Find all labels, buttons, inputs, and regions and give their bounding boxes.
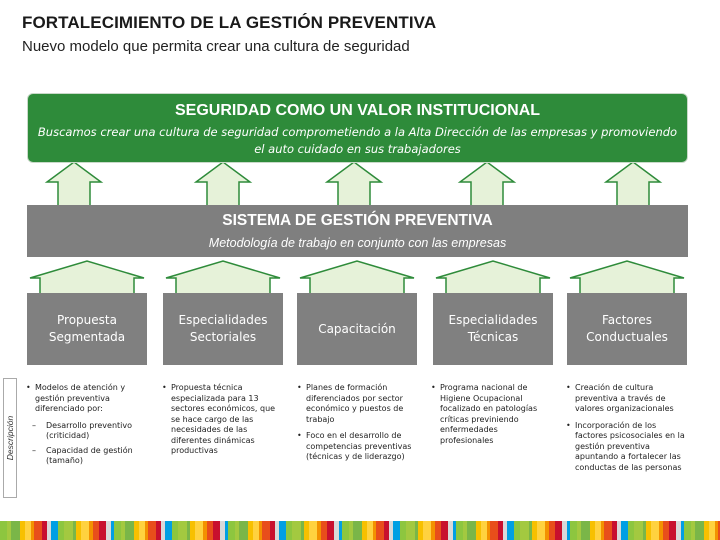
strip-segment [555,521,562,540]
strip-segment [327,521,334,540]
strip-segment [567,521,570,540]
strip-segment [669,521,676,540]
strip-segment [286,521,292,540]
strip-segment [225,521,228,540]
strip-segment [190,521,195,540]
strip-segment [145,521,148,540]
strip-segment [537,521,545,540]
strip-segment [165,521,172,540]
strip-segment [334,521,339,540]
strip-segment [275,521,279,540]
strip-segment [520,521,529,540]
arrow-up-5 [606,162,660,206]
strip-segment [58,521,64,540]
strip-segment [253,521,259,540]
strip-segment [549,521,555,540]
page-title: FORTALECIMIENTO DE LA GESTIÓN PREVENTIVA [22,13,437,32]
strip-segment [134,521,139,540]
list-item: • Foco en el desarrollo de competencias preventivas (técnicas y de liderazgo) [297,431,417,463]
strip-segment [114,521,121,540]
upward-arrows [0,160,720,208]
strip-segment [321,521,327,540]
strip-segment [400,521,406,540]
strip-segment [663,521,669,540]
strip-segment [389,521,393,540]
strip-segment [715,521,718,540]
strip-segment [262,521,270,540]
strip-segment [203,521,207,540]
strip-segment [562,521,567,540]
strip-segment [545,521,549,540]
description-side-label-text: Descripción [5,415,15,461]
column-header-label: Especialidades Sectoriales [178,313,268,344]
strip-segment [207,521,213,540]
arrow-up-2 [196,162,250,206]
strip-segment [25,521,31,540]
strip-segment [47,521,51,540]
strip-segment [695,521,704,540]
strip-segment [7,521,11,540]
strip-segment [213,521,220,540]
column-header-label: Capacitación [318,321,396,336]
strip-segment [34,521,42,540]
strip-segment [590,521,595,540]
strip-segment [415,521,418,540]
strip-segment [353,521,362,540]
strip-segment [125,521,134,540]
arrow-up-1 [47,162,101,206]
column-header-segmentada [27,293,147,365]
strip-segment [178,521,187,540]
column-body-segmentada [26,383,146,470]
strip-segment [51,521,58,540]
strip-segment [456,521,463,540]
decorative-color-strip [0,521,720,540]
strip-segment [406,521,415,540]
list-item: – Capacidad de gestión (tamaño) [32,446,146,467]
strip-segment [64,521,73,540]
strip-segment [106,521,111,540]
strip-segment [81,521,89,540]
strip-segment [259,521,262,540]
strip-segment [376,521,384,540]
column-header-label: Factores Conductuales [586,313,668,344]
management-system-description: Metodología de trabajo en conjunto con las empresas [208,236,507,250]
strip-segment [448,521,453,540]
strip-segment [570,521,577,540]
strip-segment [148,521,156,540]
strip-segment [139,521,145,540]
column-header-label: Propuesta Segmentada [48,313,126,344]
strip-segment [612,521,617,540]
strip-segment [621,521,628,540]
strip-segment [498,521,503,540]
strip-segment [279,521,286,540]
strip-segment [309,521,317,540]
strip-segment [304,521,309,540]
strip-segment [431,521,435,540]
strip-segment [577,521,581,540]
column-header-label: Especialidades Técnicas [448,313,538,344]
list-item: – Desarrollo preventivo (criticidad) [32,421,146,442]
strip-segment [89,521,93,540]
strip-segment [463,521,467,540]
strip-segment [532,521,537,540]
column-header-sectoriales [163,293,283,365]
strip-segment [490,521,498,540]
description-side-label [3,378,17,498]
strip-segment [628,521,634,540]
strip-segment [659,521,663,540]
strip-segment [617,521,621,540]
institutional-value-box [27,93,688,163]
strip-segment [423,521,431,540]
strip-segment [248,521,253,540]
arrow-up-3 [327,162,381,206]
strip-segment [292,521,301,540]
strip-segment [93,521,99,540]
strip-segment [514,521,520,540]
column-header-capacitacion [297,293,417,365]
column-body-sectoriales [162,383,282,463]
strip-segment [317,521,321,540]
strip-segment [503,521,507,540]
page-subtitle: Nuevo modelo que permita crear una cultura de seguridad [22,38,410,55]
strip-segment [111,521,114,540]
list-item: • Modelos de atención y gestión preventiva diferenciado por: [26,383,146,415]
strip-segment [20,521,25,540]
strip-segment [99,521,106,540]
strip-segment [342,521,349,540]
strip-segment [418,521,423,540]
strip-segment [595,521,601,540]
list-item: • Incorporación de los factores psicosociales en la gestión preventiva apuntando a fortalecer las conductas de las personas [566,421,690,474]
column-body-tecnicas [431,383,551,452]
column-header-tecnicas [433,293,553,365]
strip-segment [362,521,367,540]
strip-segment [367,521,373,540]
column-body-conductuales [566,383,690,479]
strip-segment [31,521,34,540]
strip-segment [507,521,514,540]
strip-segment [601,521,604,540]
strip-segment [709,521,715,540]
strip-segment [604,521,612,540]
strip-segment [373,521,376,540]
strip-segment [121,521,125,540]
strip-segment [220,521,225,540]
strip-segment [301,521,304,540]
strip-segment [643,521,646,540]
strip-segment [651,521,659,540]
management-system-box [27,205,688,257]
strip-segment [384,521,389,540]
strip-segment [339,521,342,540]
strip-segment [73,521,76,540]
strip-segment [393,521,400,540]
strip-segment [11,521,20,540]
strip-segment [676,521,681,540]
column-header-conductuales [567,293,687,365]
strip-segment [228,521,235,540]
strip-segment [156,521,161,540]
strip-segment [467,521,476,540]
strip-segment [691,521,695,540]
strip-segment [681,521,684,540]
strip-segment [239,521,248,540]
list-item: • Creación de cultura preventiva a través de valores organizacionales [566,383,690,415]
strip-segment [684,521,691,540]
strip-segment [634,521,643,540]
strip-segment [161,521,165,540]
strip-segment [270,521,275,540]
strip-segment [235,521,239,540]
strip-segment [529,521,532,540]
strip-segment [435,521,441,540]
list-item: • Planes de formación diferenciados por sector económico y puestos de trabajo [297,383,417,425]
strip-segment [76,521,81,540]
strip-segment [704,521,709,540]
institutional-value-description: Buscamos crear una cultura de seguridad comprometiendo a la Alta Dirección de las empresas y promoviendo el auto cuidado en sus trabajadores [37,125,678,156]
strip-segment [453,521,456,540]
strip-segment [349,521,353,540]
strip-segment [646,521,651,540]
strip-segment [476,521,481,540]
list-item: • Propuesta técnica especializada para 13 sectores económicos, que se hace cargo de las necesidades de las diferentes dinámicas productivas [162,383,282,457]
column-body-capacitacion [297,383,417,469]
strip-segment [441,521,448,540]
strip-segment [172,521,178,540]
strip-segment [187,521,190,540]
strip-segment [481,521,487,540]
management-system-title: SISTEMA DE GESTIÓN PREVENTIVA [222,212,493,229]
list-item: • Programa nacional de Higiene Ocupacional focalizado en patologías críticas previniendo enfermedades profesionales [431,383,551,446]
strip-segment [42,521,47,540]
strip-segment [0,521,7,540]
strip-segment [487,521,490,540]
strip-segment [581,521,590,540]
institutional-value-title: SEGURIDAD COMO UN VALOR INSTITUCIONAL [174,102,541,119]
arrow-up-4 [460,162,514,206]
strip-segment [195,521,203,540]
